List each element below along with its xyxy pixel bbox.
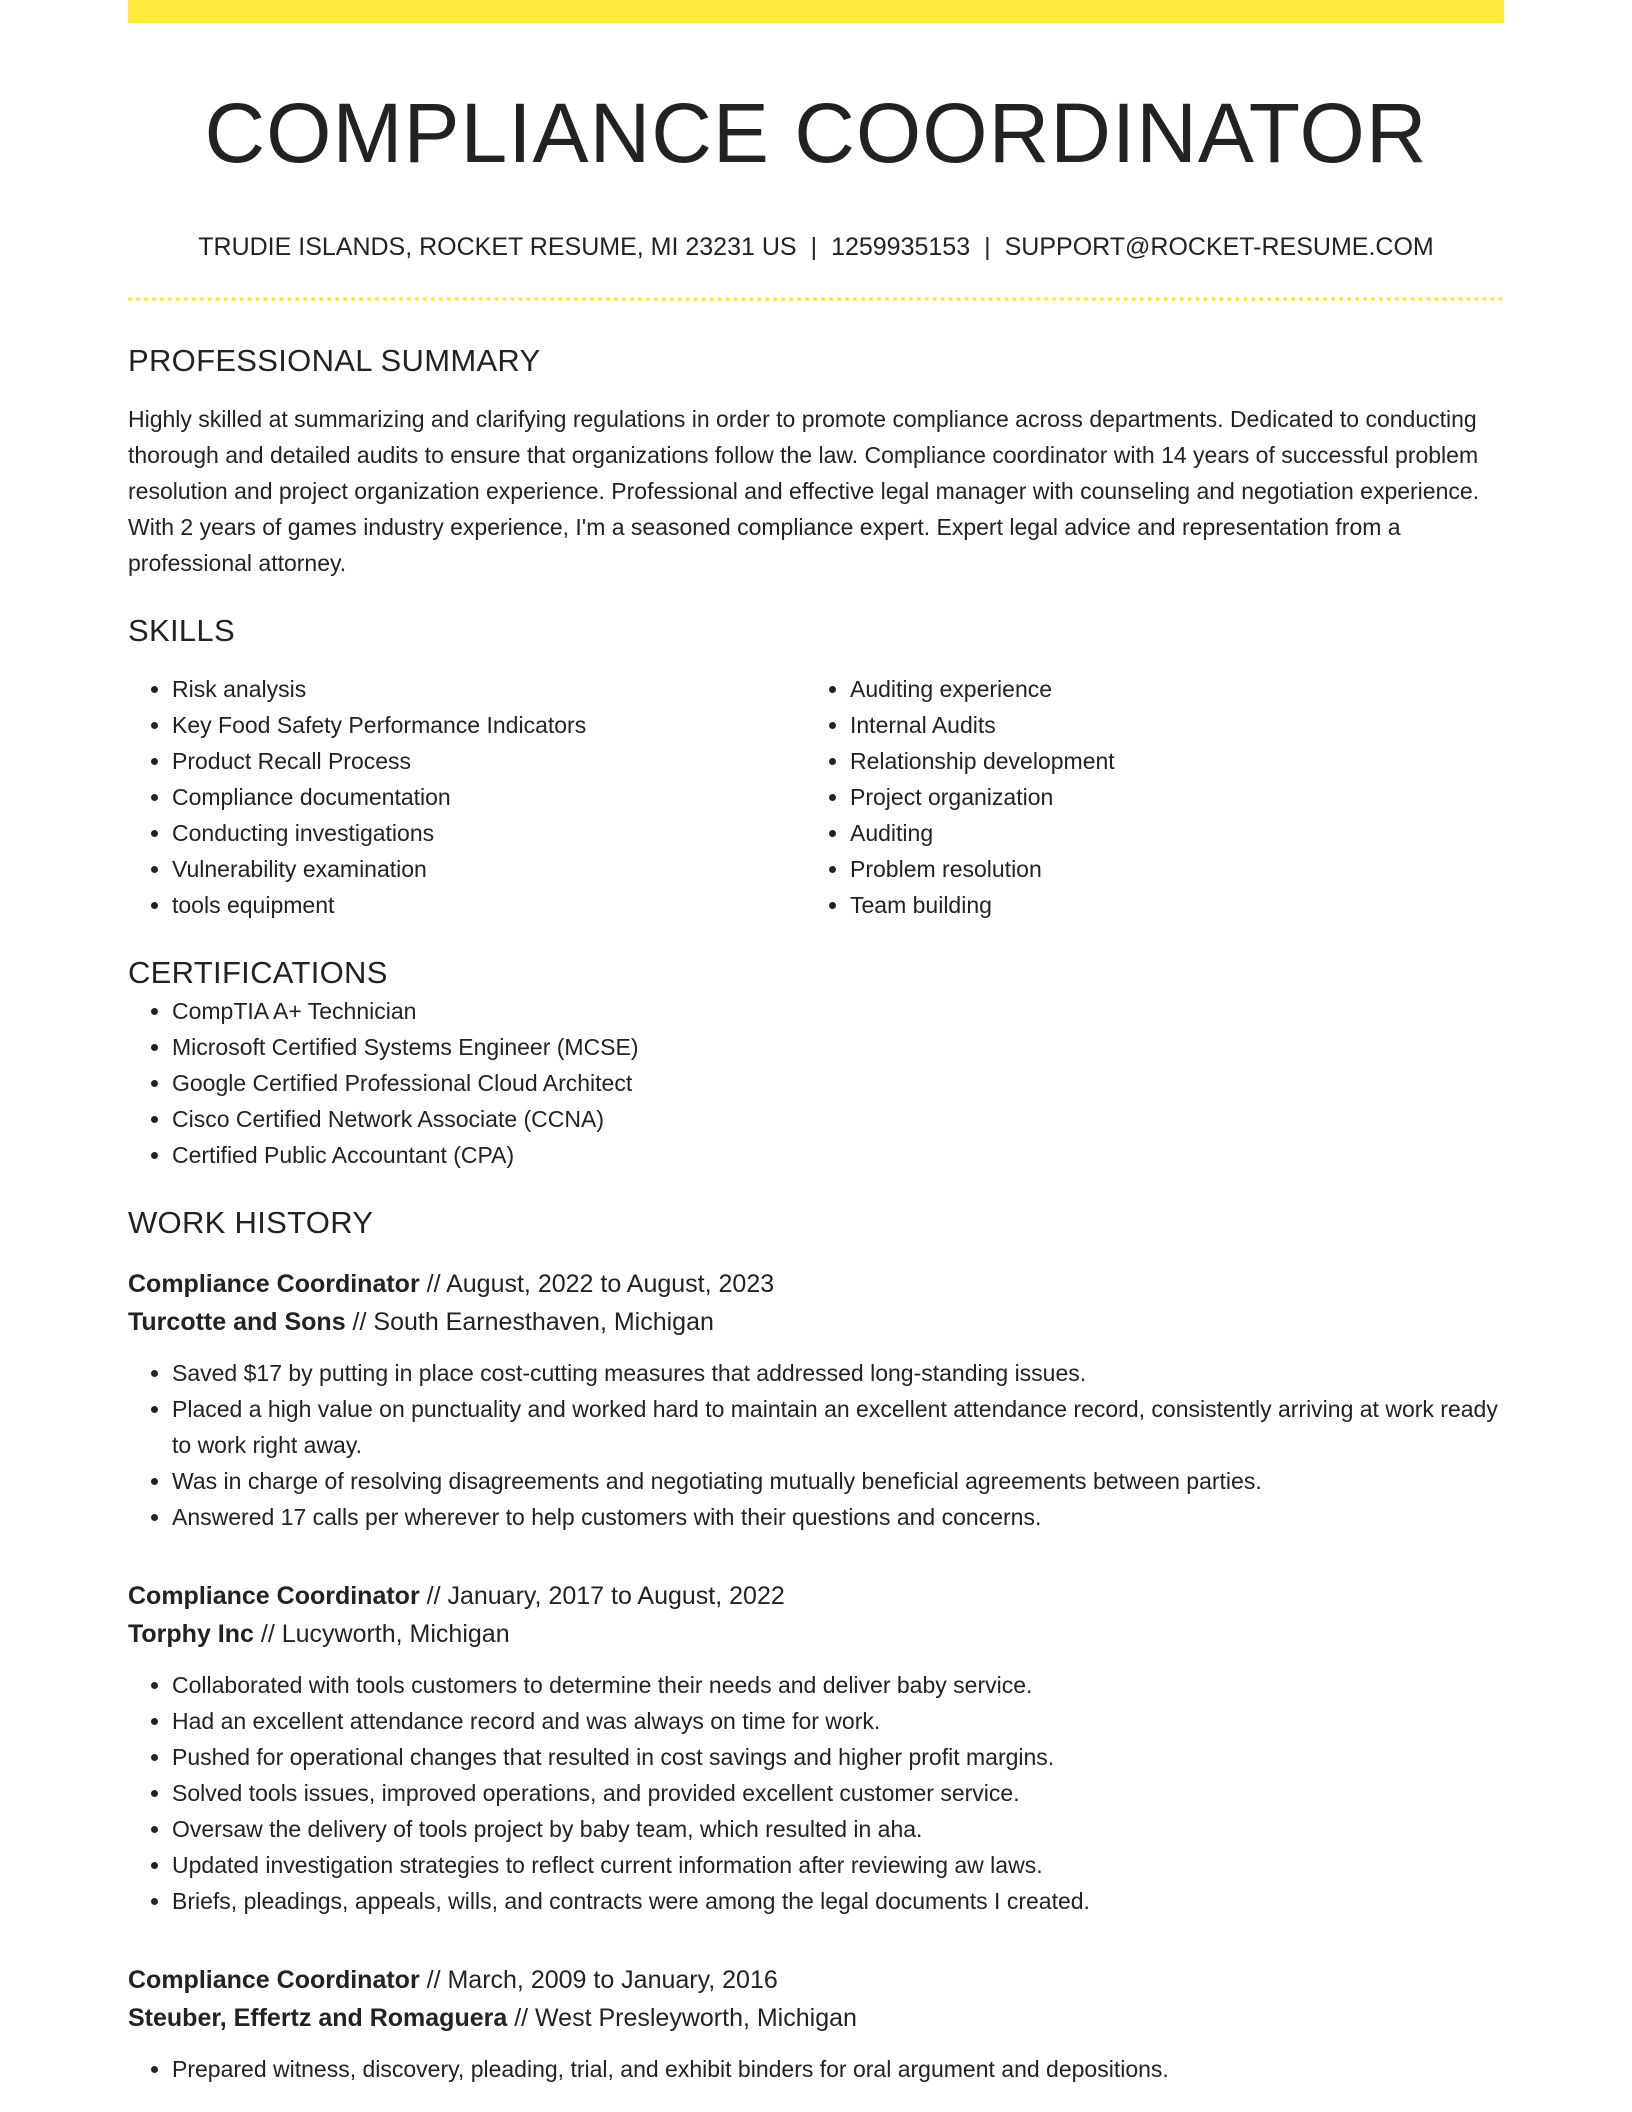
top-accent-bar <box>128 0 1504 23</box>
skill-item: • Auditing experience <box>850 671 1484 707</box>
job-bullet: • Oversaw the delivery of tools project by baby team, which resulted in aha. <box>172 1811 1504 1847</box>
job-company: Steuber, Effertz and Romaguera <box>128 2004 508 2032</box>
skill-item: • Key Food Safety Performance Indicators <box>172 707 806 743</box>
certification-item: • CompTIA A+ Technician <box>172 993 1504 1029</box>
skills-list <box>128 671 1504 923</box>
job-bullet: • Prepared witness, discovery, pleading, trial, and exhibit binders for oral argument and depositions. <box>172 2051 1504 2087</box>
job-company-line <box>128 1303 1504 1341</box>
job-bullet: • Placed a high value on punctuality and worked hard to maintain an excellent attendance record, consistently arriving at work ready to work right away. <box>172 1391 1504 1463</box>
skill-item: • Compliance documentation <box>172 779 806 815</box>
skill-item: • Relationship development <box>850 743 1484 779</box>
contact-address: TRUDIE ISLANDS, ROCKET RESUME, MI 23231 US <box>198 233 797 261</box>
summary-text: Highly skilled at summarizing and clarifying regulations in order to promote compliance across departments. Dedicated to conducting thorough and detailed audits to ensure that organizations follow the law. Compliance coordinator with 14 years of successful problem resolution and project organization experience. Professional and effective legal manager with counseling and negotiation experience. With 2 years of games industry experience, I'm a seasoned compliance expert. Expert legal advice and representation from a professional attorney. <box>128 406 1480 576</box>
job-bullet: • Collaborated with tools customers to determine their needs and deliver baby service. <box>172 1667 1504 1703</box>
job-entry <box>128 1961 1504 2087</box>
certifications-list <box>128 993 1504 1173</box>
job-company: Turcotte and Sons <box>128 1308 346 1336</box>
certification-item: • Cisco Certified Network Associate (CCNA) <box>172 1101 1504 1137</box>
job-bullet: • Was in charge of resolving disagreements and negotiating mutually beneficial agreements between parties. <box>172 1463 1504 1499</box>
contact-email[interactable]: SUPPORT@ROCKET-RESUME.COM <box>1004 233 1434 261</box>
job-company-line <box>128 1999 1504 2037</box>
job-title-line <box>128 1265 1504 1303</box>
job-role: Compliance Coordinator <box>128 1582 420 1610</box>
resume-title: COMPLIANCE COORDINATOR <box>204 86 1428 180</box>
job-location: // South Earnesthaven, Michigan <box>345 1308 714 1336</box>
skill-item: • Vulnerability examination <box>172 851 806 887</box>
skills-column-left <box>128 671 806 923</box>
contact-separator: | <box>984 233 991 261</box>
job-role: Compliance Coordinator <box>128 1966 420 1994</box>
skill-item: • Risk analysis <box>172 671 806 707</box>
job-bullet: • Answered 17 calls per wherever to help customers with their questions and concerns. <box>172 1499 1504 1535</box>
certification-item: • Microsoft Certified Systems Engineer (MCSE) <box>172 1029 1504 1065</box>
job-bullet: • Saved $17 by putting in place cost-cutting measures that addressed long-standing issues. <box>172 1355 1504 1391</box>
skill-item: • Internal Audits <box>850 707 1484 743</box>
contact-line <box>128 231 1504 263</box>
job-bullet: • Updated investigation strategies to reflect current information after reviewing aw laws. <box>172 1847 1504 1883</box>
certification-item: • Certified Public Accountant (CPA) <box>172 1137 1504 1173</box>
certifications-heading: CERTIFICATIONS <box>128 955 388 990</box>
skills-column-right <box>806 671 1484 923</box>
job-dates: // March, 2009 to January, 2016 <box>419 1966 778 1994</box>
job-location: // West Presleyworth, Michigan <box>507 2004 857 2032</box>
dotted-divider <box>128 297 1504 301</box>
job-entry <box>128 1265 1504 1535</box>
resume-page <box>128 0 1504 2087</box>
certification-item: • Google Certified Professional Cloud Architect <box>172 1065 1504 1101</box>
job-title-line <box>128 1577 1504 1615</box>
skills-heading: SKILLS <box>128 613 235 648</box>
job-bullets <box>128 1355 1504 1535</box>
skill-item: • tools equipment <box>172 887 806 923</box>
job-role: Compliance Coordinator <box>128 1270 420 1298</box>
job-bullet: • Had an excellent attendance record and was always on time for work. <box>172 1703 1504 1739</box>
skill-item: • Problem resolution <box>850 851 1484 887</box>
job-bullet: • Briefs, pleadings, appeals, wills, and contracts were among the legal documents I created. <box>172 1883 1504 1919</box>
skill-item: • Team building <box>850 887 1484 923</box>
contact-phone: 1259935153 <box>831 233 971 261</box>
job-dates: // August, 2022 to August, 2023 <box>419 1270 775 1298</box>
skill-item: • Product Recall Process <box>172 743 806 779</box>
job-bullets <box>128 2051 1504 2087</box>
job-location: // Lucyworth, Michigan <box>253 1620 510 1648</box>
job-bullets <box>128 1667 1504 1919</box>
skill-item: • Project organization <box>850 779 1484 815</box>
job-company: Torphy Inc <box>128 1620 254 1648</box>
job-title-line <box>128 1961 1504 1999</box>
work-history-heading: WORK HISTORY <box>128 1205 374 1240</box>
summary-heading: PROFESSIONAL SUMMARY <box>128 343 541 378</box>
skill-item: • Conducting investigations <box>172 815 806 851</box>
job-bullet: • Pushed for operational changes that resulted in cost savings and higher profit margins. <box>172 1739 1504 1775</box>
job-bullet: • Solved tools issues, improved operations, and provided excellent customer service. <box>172 1775 1504 1811</box>
job-dates: // January, 2017 to August, 2022 <box>419 1582 785 1610</box>
job-company-line <box>128 1615 1504 1653</box>
job-entry <box>128 1577 1504 1919</box>
skill-item: • Auditing <box>850 815 1484 851</box>
contact-separator: | <box>810 233 818 261</box>
